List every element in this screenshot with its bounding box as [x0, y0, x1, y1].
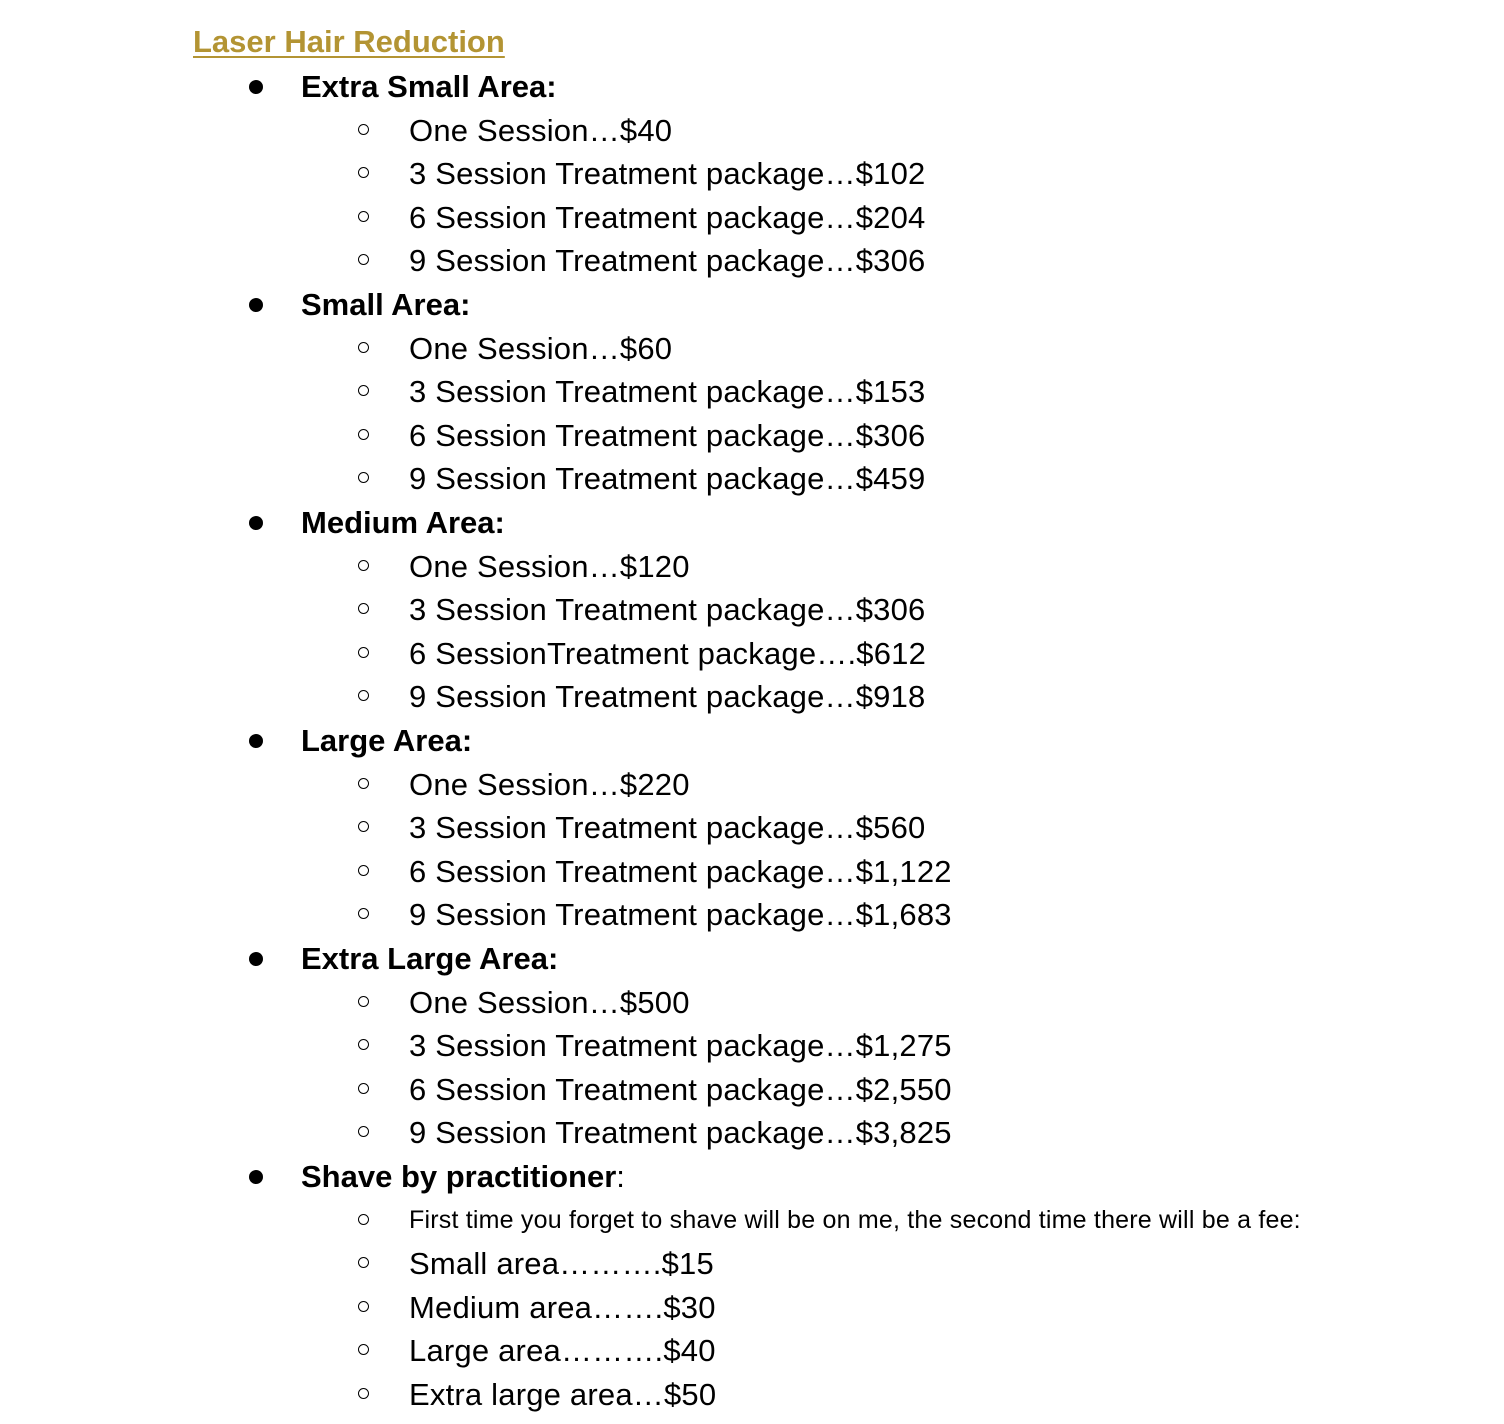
bullet-dot-icon: [249, 516, 263, 530]
list-item-text: 3 Session Treatment package…$102: [409, 156, 926, 192]
list-item-text: One Session…$40: [409, 112, 673, 148]
bullet-circle-icon: [358, 429, 369, 440]
bullet-circle-icon: [358, 1214, 369, 1225]
bullet-circle-icon: [358, 124, 369, 135]
list-item-text: 9 Session Treatment package…$3,825: [409, 1115, 952, 1151]
bullet-circle-icon: [358, 1126, 369, 1137]
list-item-text: One Session…$60: [409, 330, 673, 366]
bullet-circle-icon: [358, 254, 369, 265]
bullet-circle-icon: [358, 908, 369, 919]
bullet-dot-icon: [249, 1170, 263, 1184]
list-item-text: Extra large area…$50: [409, 1377, 717, 1412]
section-heading-text: Small Area:: [301, 287, 471, 322]
section-heading: [301, 1155, 625, 1199]
bullet-dot-icon: [249, 734, 263, 748]
bullet-circle-icon: [358, 1257, 369, 1268]
section-heading-text: Medium Area:: [301, 505, 505, 540]
section-heading-suffix: :: [616, 1159, 625, 1194]
bullet-circle-icon: [358, 690, 369, 701]
list-item-text: 9 Session Treatment package…$306: [409, 243, 926, 279]
list-item-text: 3 Session Treatment package…$1,275: [409, 1028, 952, 1064]
list-item-text: 6 Session Treatment package…$2,550: [409, 1071, 952, 1107]
bullet-circle-icon: [358, 385, 369, 396]
bullet-dot-icon: [249, 298, 263, 312]
bullet-circle-icon: [358, 1083, 369, 1094]
bullet-circle-icon: [358, 560, 369, 571]
bullet-circle-icon: [358, 342, 369, 353]
bullet-circle-icon: [358, 472, 369, 483]
list-item-text: 6 SessionTreatment package….$612: [409, 635, 927, 671]
list-item-text: First time you forget to shave will be on me, the second time there will be a fee:: [409, 1205, 1301, 1234]
bullet-circle-icon: [358, 996, 369, 1007]
bullet-circle-icon: [358, 821, 369, 832]
list-item-text: Large area……….$40: [409, 1333, 716, 1369]
section-heading: [301, 719, 472, 763]
bullet-circle-icon: [358, 1039, 369, 1050]
list-item-text: 9 Session Treatment package…$459: [409, 461, 926, 497]
list-item-text: 6 Session Treatment package…$306: [409, 417, 926, 453]
list-item-text: 9 Session Treatment package…$918: [409, 679, 926, 715]
list-item-text: Medium area…….$30: [409, 1289, 716, 1325]
list-item-text: 6 Session Treatment package…$1,122: [409, 853, 952, 889]
section-heading: [301, 937, 558, 981]
list-item-text: One Session…$220: [409, 766, 690, 802]
bullet-circle-icon: [358, 647, 369, 658]
bullet-circle-icon: [358, 211, 369, 222]
section-heading: [301, 65, 557, 109]
section-heading-text: Shave by practitioner: [301, 1159, 617, 1194]
section-heading-text: Extra Small Area:: [301, 69, 557, 104]
section-heading: [301, 501, 505, 545]
list-item-text: One Session…$500: [409, 984, 690, 1020]
bullet-circle-icon: [358, 1301, 369, 1312]
bullet-circle-icon: [358, 778, 369, 789]
bullet-circle-icon: [358, 603, 369, 614]
list-item-text: 3 Session Treatment package…$560: [409, 810, 926, 846]
list-item-text: One Session…$120: [409, 548, 690, 584]
section-heading-text: Large Area:: [301, 723, 473, 758]
bullet-circle-icon: [358, 865, 369, 876]
section-heading-text: Extra Large Area:: [301, 941, 559, 976]
bullet-circle-icon: [358, 167, 369, 178]
list-item-text: 6 Session Treatment package…$204: [409, 199, 926, 235]
bullet-dot-icon: [249, 80, 263, 94]
list-item-text: Small area……….$15: [409, 1246, 714, 1282]
list-item-text: 9 Session Treatment package…$1,683: [409, 897, 952, 933]
bullet-circle-icon: [358, 1344, 369, 1355]
section-heading: [301, 283, 470, 327]
bullet-dot-icon: [249, 952, 263, 966]
list-item-text: 3 Session Treatment package…$153: [409, 374, 926, 410]
list-item-text: 3 Session Treatment package…$306: [409, 592, 926, 628]
bullet-circle-icon: [358, 1388, 369, 1399]
document-title: Laser Hair Reduction: [193, 24, 505, 59]
